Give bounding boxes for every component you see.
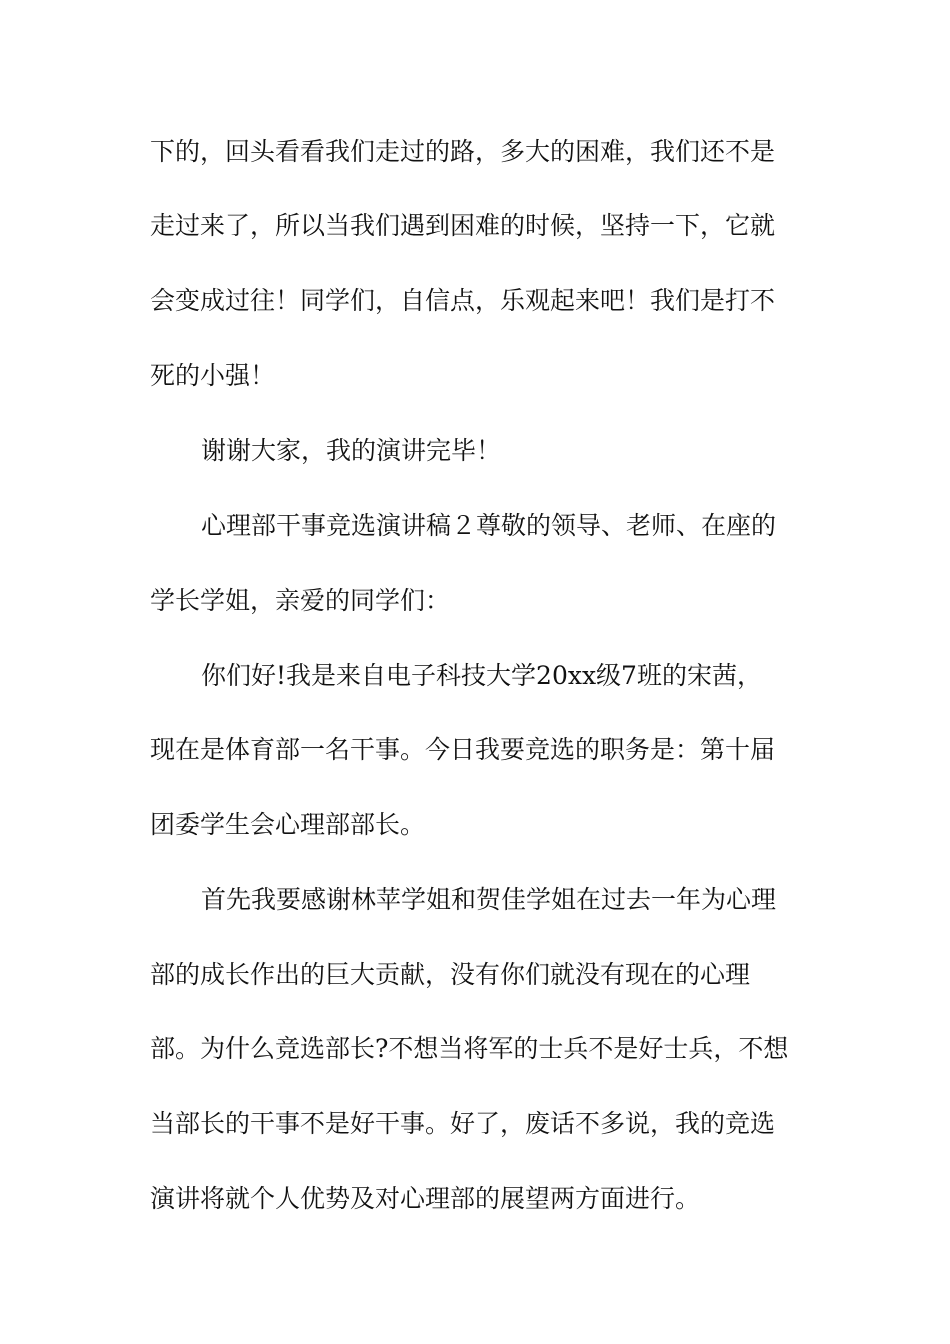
paragraph-line: 你们好!我是来自电子科技大学20xx级7班的宋茜，: [201, 661, 762, 690]
paragraph-line: 心理部干事竞选演讲稿２尊敬的领导、老师、在座的: [201, 511, 777, 540]
paragraph-line: 死的小强！: [150, 361, 276, 390]
paragraph-line: 走过来了，所以当我们遇到困难的时候，坚持一下，它就: [150, 211, 776, 240]
paragraph-line: 学长学姐，亲爱的同学们：: [150, 586, 451, 615]
paragraph-line: 部的成长作出的巨大贡献，没有你们就没有现在的心理: [150, 960, 751, 989]
paragraph-line: 演讲将就个人优势及对心理部的展望两方面进行。: [150, 1184, 701, 1213]
paragraph-line: 谢谢大家，我的演讲完毕！: [201, 436, 502, 465]
paragraph-line: 部。为什么竞选部长?不想当将军的士兵不是好士兵，不想: [150, 1034, 789, 1063]
paragraph-line: 当部长的干事不是好干事。好了，废话不多说，我的竞选: [150, 1109, 776, 1138]
paragraph-line: 首先我要感谢林苹学姐和贺佳学姐在过去一年为心理: [201, 885, 777, 914]
paragraph-line: 下的，回头看看我们走过的路，多大的困难，我们还不是: [150, 137, 776, 166]
paragraph-line: 会变成过往！同学们，自信点，乐观起来吧！我们是打不: [150, 286, 776, 315]
paragraph-line: 现在是体育部一名干事。今日我要竞选的职务是：第十届: [150, 735, 776, 764]
paragraph-line: 团委学生会心理部部长。: [150, 810, 426, 839]
